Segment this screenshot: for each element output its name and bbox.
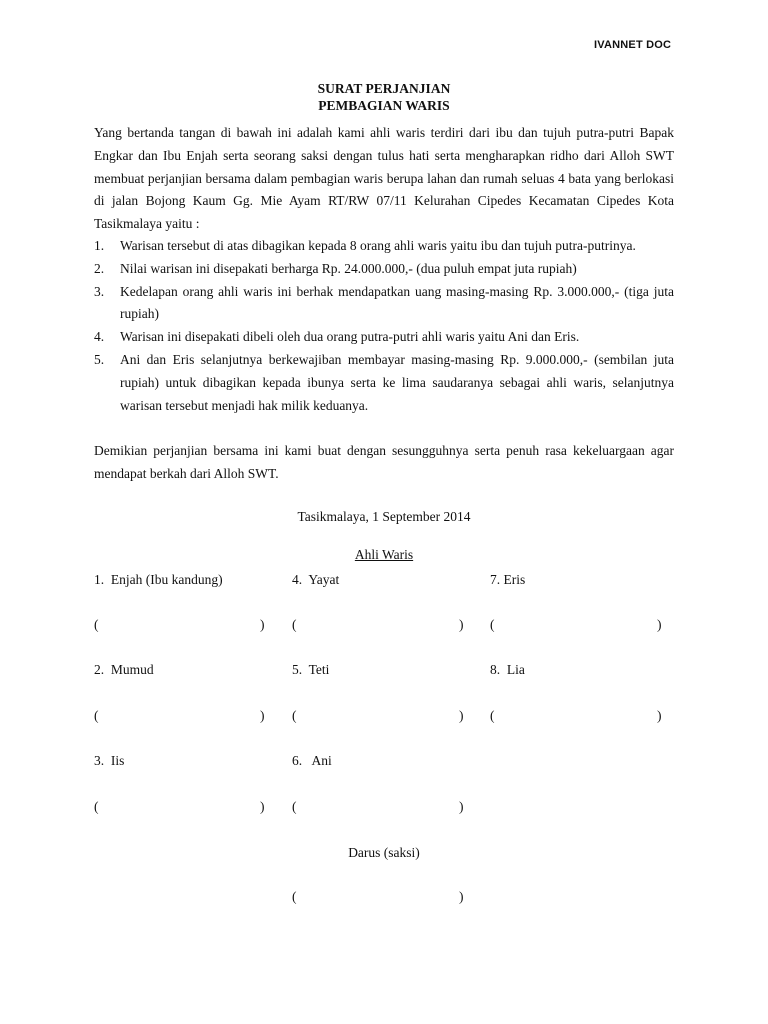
signature-bracket-close: ) (459, 708, 464, 723)
signature-bracket-open: ( (490, 708, 495, 723)
heir-name-yayat: 4. Yayat (292, 572, 340, 587)
heir-name-teti: 5. Teti (292, 662, 330, 677)
list-item-text: Nilai warisan ini disepakati berharga Rp. 24.000.000,- (dua puluh empat juta rupiah) (120, 260, 577, 276)
list-item-number: 3. (94, 283, 105, 299)
signature-bracket-close: ) (657, 617, 662, 632)
heir-name-ani: 6. Ani (292, 753, 332, 768)
title-line-1: SURAT PERJANJIAN (317, 81, 451, 96)
place-date: Tasikmalaya, 1 September 2014 (297, 509, 471, 524)
list-item-number: 4. (94, 329, 105, 345)
heirs-heading (0, 547, 768, 563)
list-item-text: Ani dan Eris selanjutnya berkewajiban membayar masing-masing Rp. 9.000.000,- (sembilan juta rupiah) untuk dibagikan kepada ibunya serta ke lima saudaranya sebagai ahli waris, selanjutnya warisan tersebut menjadi hak milik keduanya. (120, 351, 674, 413)
list-item (94, 326, 674, 349)
signature-bracket-open: ( (490, 617, 495, 632)
heir-name-lia: 8. Lia (490, 662, 525, 677)
signature-bracket-open: ( (292, 889, 297, 904)
signature-bracket-open: ( (292, 708, 297, 723)
terms-list (94, 235, 674, 417)
closing-paragraph: Demikian perjanjian bersama ini kami buat dengan sesungguhnya serta penuh rasa kekeluargaan agar mendapat berkah dari Alloh SWT. (94, 443, 674, 481)
witness-name: Darus (saksi) (348, 845, 420, 860)
list-item-number: 1. (94, 238, 105, 253)
signature-bracket-close: ) (459, 617, 464, 632)
signature-bracket-open: ( (94, 799, 99, 814)
heir-name-enjah: 1. Enjah (Ibu kandung) (94, 572, 223, 587)
list-item-number: 5. (94, 351, 105, 367)
signature-bracket-close: ) (459, 889, 464, 904)
intro-paragraph: Yang bertanda tangan di bawah ini adalah kami ahli waris terdiri dari ibu dan tujuh putra-putri Bapak Engkar dan Ibu Enjah serta seorang saksi dengan tulus hati serta mengharapkan ridho dari Alloh SWT membuat perjanjian bersama dalam pembagian waris berupa lahan dan rumah seluas 4 bata yang berlokasi di jalan Bojong Kaum Gg. Mie Ayam RT/RW 07/11 Kelurahan Cipedes Kecamatan Cipedes Kota Tasikmalaya yaitu : (94, 125, 674, 232)
document-title (0, 80, 768, 114)
list-item (94, 281, 674, 327)
signature-bracket-open: ( (292, 799, 297, 814)
list-item-number: 2. (94, 260, 105, 276)
signature-bracket-close: ) (260, 617, 265, 632)
heir-name-eris: 7. Eris (490, 572, 526, 587)
list-item (94, 349, 674, 417)
signature-bracket-close: ) (657, 708, 662, 723)
list-item-text: Warisan tersebut di atas dibagikan kepada 8 orang ahli waris yaitu ibu dan tujuh putra-putrinya. (120, 238, 636, 253)
list-item-text: Kedelapan orang ahli waris ini berhak mendapatkan uang masing-masing Rp. 3.000.000,- (tiga juta rupiah) (120, 283, 674, 322)
list-item-text: Warisan ini disepakati dibeli oleh dua orang putra-putri ahli waris yaitu Ani dan Eris. (120, 329, 580, 345)
heir-name-mumud: 2. Mumud (94, 662, 154, 677)
heirs-heading-text: Ahli Waris (354, 547, 414, 562)
signature-bracket-close: ) (260, 708, 265, 723)
signature-bracket-close: ) (260, 799, 265, 814)
signature-bracket-close: ) (459, 799, 464, 814)
list-item (94, 258, 674, 281)
signature-bracket-open: ( (94, 708, 99, 723)
signature-bracket-open: ( (292, 617, 297, 632)
doc-source-tag: IVANNET DOC (594, 39, 672, 51)
heir-name-iis: 3. Iis (94, 753, 125, 768)
list-item (94, 235, 674, 258)
title-line-2: PEMBAGIAN WARIS (318, 98, 450, 113)
signature-bracket-open: ( (94, 617, 99, 632)
